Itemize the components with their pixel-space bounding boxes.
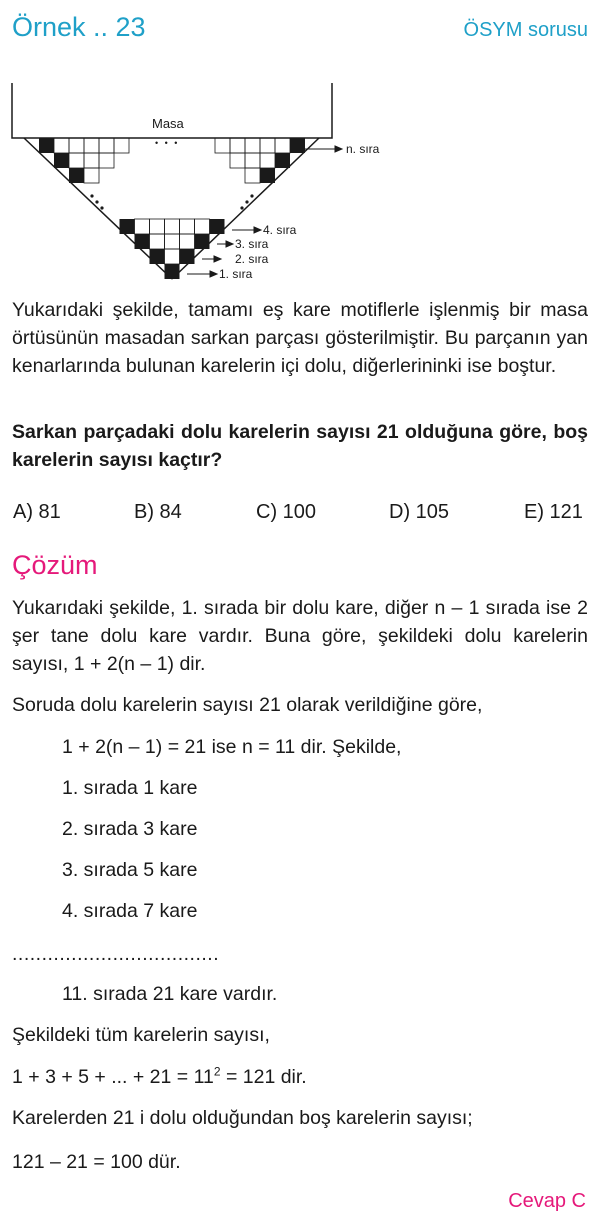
filled-square [180,249,195,264]
empty-square [180,219,195,234]
source-label: ÖSYM sorusu [463,19,588,41]
empty-square [150,234,165,249]
solution-row-11: 11. sırada 21 kare vardır. [62,983,278,1005]
solution-row-1: 1. sırada 1 kare [62,777,198,799]
filled-square [260,168,275,183]
solution-p3: 1 + 2(n – 1) = 21 ise n = 11 dir. Şekilde, [62,736,402,758]
sum-right: = 121 dir. [220,1066,307,1088]
empty-square [84,153,99,168]
choice-b[interactable]: B) 84 [134,501,182,523]
solution-p5: Karelerden 21 i dolu olduğundan boş karelerin sayısı; [12,1107,473,1129]
question-prompt: Sarkan parçadaki dolu karelerin sayısı 21 olduğuna göre, boş karelerin sayısı kaçtır? [12,421,588,471]
choice-c[interactable]: C) 100 [256,501,317,523]
sum-left: 1 + 3 + 5 + ... + 21 = 11 [12,1066,214,1088]
filled-square [210,219,225,234]
solution-p6: 121 – 21 = 100 dür. [12,1151,181,1173]
solution-p1: Yukarıdaki şekilde, 1. sırada bir dolu kare, diğer n – 1 sırada ise 2 şer tane dolu kare vardır. Buna göre, şekildeki dolu karelerin sayısı, 1 + 2(n – 1) dir. [12,597,588,675]
filled-square [39,138,54,153]
row-2-label: 2. sıra [235,252,269,266]
filled-square [120,219,135,234]
tablecloth-figure [0,78,400,288]
tablecloth-diagram [0,78,400,288]
choice-a[interactable]: A) 81 [13,501,61,523]
empty-square [99,153,114,168]
solution-row-4: 4. sırada 7 kare [62,900,198,922]
empty-square [69,138,84,153]
filled-square [290,138,305,153]
solution-sum [12,1063,307,1091]
solution-row-2: 2. sırada 3 kare [62,818,198,840]
empty-square [215,138,230,153]
filled-square [150,249,165,264]
table-label: Masa [152,116,184,131]
empty-square [230,153,245,168]
empty-square [84,138,99,153]
empty-square [150,219,165,234]
row-1-label: 1. sıra [219,267,253,281]
empty-square [245,138,260,153]
empty-square [165,234,180,249]
example-title: Örnek .. 23 [12,12,146,42]
empty-square [54,138,69,153]
empty-square [260,138,275,153]
choice-d[interactable]: D) 105 [389,501,450,523]
solution-p4: Şekildeki tüm karelerin sayısı, [12,1024,270,1046]
solution-heading: Çözüm [12,550,98,580]
answer-label: Cevap C [508,1190,586,1212]
empty-square [245,153,260,168]
sum-exponent: 2 [213,1064,221,1079]
empty-square [260,153,275,168]
filled-square [69,168,84,183]
filled-square [275,153,290,168]
empty-square [180,234,195,249]
empty-square [99,138,114,153]
filled-square [195,234,210,249]
empty-square [135,219,150,234]
filled-square [135,234,150,249]
empty-square [275,138,290,153]
dotted-separator: ................................... [12,943,220,965]
empty-square [230,138,245,153]
choice-e[interactable]: E) 121 [524,501,583,523]
empty-square [114,138,129,153]
row-4-label: 4. sıra [263,223,297,237]
empty-square [165,219,180,234]
empty-square [69,153,84,168]
row-3-label: 3. sıra [235,237,269,251]
middle-dots: • • • [155,138,180,148]
solution-p2: Soruda dolu karelerin sayısı 21 olarak verildiğine göre, [12,694,483,716]
filled-square [54,153,69,168]
empty-square [195,219,210,234]
empty-square [165,249,180,264]
empty-square [84,168,99,183]
question-text: Yukarıdaki şekilde, tamamı eş kare motiflerle işlenmiş bir masa örtüsünün masadan sarkan parçası gösterilmiştir. Bu parçanın yan kenarlarında bulunan karelerin içi dolu, diğerlerininki ise boştur. [12,299,588,377]
empty-square [245,168,260,183]
filled-square [165,264,180,279]
row-n-label: n. sıra [346,142,380,156]
solution-row-3: 3. sırada 5 kare [62,859,198,881]
